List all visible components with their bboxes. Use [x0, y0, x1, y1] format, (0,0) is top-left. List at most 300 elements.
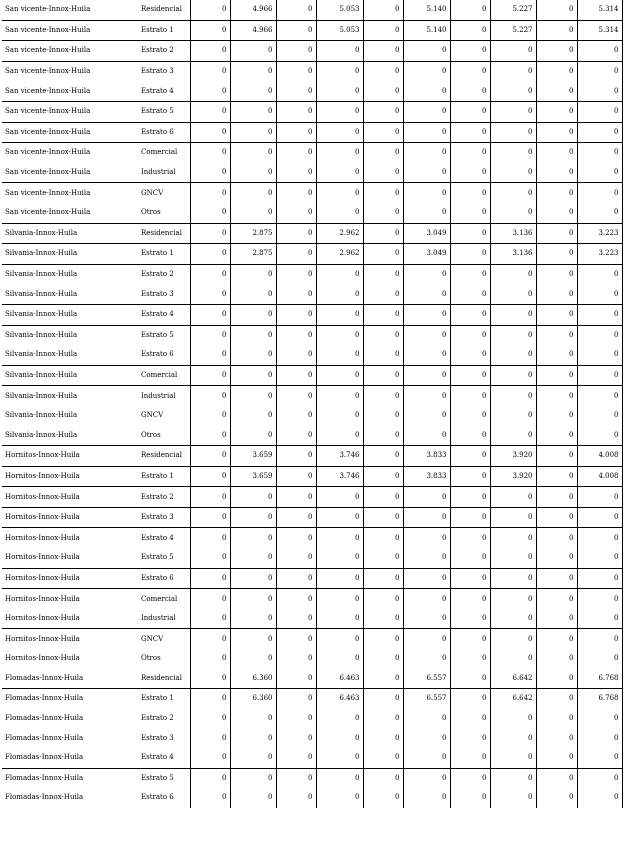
cell-value: 0: [230, 61, 276, 81]
cell-value: 0: [316, 709, 363, 729]
cell-value: 0: [190, 163, 230, 183]
cell-value: 0: [363, 81, 403, 101]
table-row: [2, 446, 622, 467]
cell-value: 0: [536, 304, 577, 325]
table-row: [2, 61, 622, 81]
cell-value: 0: [230, 507, 276, 528]
cell-value: 0: [276, 768, 316, 788]
cell-value: 0: [536, 264, 577, 284]
cell-value: 0: [450, 304, 490, 325]
cell-location: Hornitos-Innox-Huila: [5, 553, 80, 562]
cell-category: Estrato 6: [141, 350, 174, 359]
cell-value: 0: [536, 788, 577, 808]
cell-category: Estrato 5: [138, 325, 190, 345]
table-row: [2, 345, 622, 365]
cell-value: 0: [403, 41, 450, 62]
cell-value: 0: [536, 728, 577, 748]
cell-value: 0: [490, 788, 536, 808]
cell-value: 0: [536, 748, 577, 768]
table-row: [2, 325, 622, 345]
cell-value: 0: [190, 365, 230, 386]
cell-value: 0: [450, 768, 490, 788]
cell-location: Hornitos-Innox-Huila: [5, 614, 80, 623]
cell-value: 0: [190, 0, 230, 20]
cell-category: Residencial: [141, 673, 182, 682]
cell-value: 0: [190, 788, 230, 808]
cell-value: 0: [230, 568, 276, 589]
cell-value: 0: [276, 81, 316, 101]
cell-value: 0: [316, 487, 363, 508]
cell-value: 0: [577, 122, 622, 143]
cell-value: 0: [363, 568, 403, 589]
cell-location: San vicente-Innox-Huila: [2, 20, 138, 41]
cell-category: GNCV: [138, 629, 190, 649]
table-row: [2, 264, 622, 284]
cell-value: 0: [536, 20, 577, 41]
cell-value: 0: [536, 244, 577, 265]
cell-value: 0: [363, 122, 403, 143]
cell-value: 0: [276, 345, 316, 365]
cell-category: Estrato 5: [141, 553, 174, 562]
cell-value: 0: [403, 568, 450, 589]
cell-value: 0: [276, 568, 316, 589]
cell-value: 0: [316, 568, 363, 589]
cell-value: 0: [316, 143, 363, 163]
cell-value: 0: [403, 609, 450, 629]
cell-value: 0: [450, 589, 490, 609]
cell-value: 0: [403, 203, 450, 223]
table-row: [2, 466, 622, 487]
cell-value: 0: [316, 528, 363, 548]
cell-category: Estrato 4: [138, 528, 190, 548]
cell-value: 0: [230, 548, 276, 568]
cell-value: 0: [190, 81, 230, 101]
table-row: [2, 101, 622, 122]
cell-value: 0: [316, 304, 363, 325]
cell-value: 0: [230, 609, 276, 629]
cell-value: 0: [190, 425, 230, 445]
cell-value: 0: [450, 548, 490, 568]
cell-value: 0: [490, 748, 536, 768]
cell-value: 0: [316, 101, 363, 122]
cell-value: 0: [363, 728, 403, 748]
cell-value: 5.053: [316, 20, 363, 41]
cell-category: Residencial: [141, 5, 182, 14]
cell-value: 0: [363, 345, 403, 365]
cell-value: 0: [403, 768, 450, 788]
cell-value: 0: [363, 101, 403, 122]
cell-category: Estrato 6: [141, 793, 174, 802]
cell-value: 0: [450, 649, 490, 669]
cell-value: 0: [230, 589, 276, 609]
cell-category: Estrato 4: [141, 753, 174, 762]
cell-value: 0: [276, 223, 316, 244]
cell-value: 0: [577, 386, 622, 406]
cell-category: Comercial: [138, 589, 190, 609]
cell-location: San vicente-Innox-Huila: [5, 208, 91, 217]
cell-value: 0: [490, 425, 536, 445]
cell-value: 0: [363, 244, 403, 265]
cell-value: 0: [536, 406, 577, 426]
cell-value: 0: [276, 709, 316, 729]
table-row: [2, 425, 622, 445]
cell-location: San vicente-Innox-Huila: [2, 61, 138, 81]
cell-category: Industrial: [141, 168, 176, 177]
cell-category: Estrato 3: [141, 289, 174, 298]
table-row: [2, 589, 622, 609]
cell-value: 0: [536, 163, 577, 183]
cell-value: 5.053: [316, 0, 363, 20]
cell-value: 0: [276, 446, 316, 467]
cell-category: Industrial: [138, 386, 190, 406]
cell-value: 0: [363, 609, 403, 629]
cell-value: 0: [316, 649, 363, 669]
cell-category: Residencial: [138, 223, 190, 244]
cell-value: 0: [363, 41, 403, 62]
cell-value: 0: [230, 41, 276, 62]
table-row: [2, 183, 622, 203]
cell-value: 0: [230, 203, 276, 223]
cell-value: 0: [363, 386, 403, 406]
cell-value: 0: [276, 466, 316, 487]
table-row: [2, 548, 622, 568]
cell-value: 0: [316, 264, 363, 284]
cell-value: 0: [490, 365, 536, 386]
cell-value: 0: [577, 748, 622, 768]
cell-value: 6.360: [230, 669, 276, 689]
cell-location: Silvania-Innox-Huila: [2, 304, 138, 325]
cell-value: 0: [450, 223, 490, 244]
cell-value: 2.962: [316, 223, 363, 244]
table-row: [2, 386, 622, 406]
cell-value: 3.746: [316, 446, 363, 467]
cell-value: 0: [577, 768, 622, 788]
cell-location: Hornitos-Innox-Huila: [2, 589, 138, 609]
cell-value: 0: [536, 203, 577, 223]
cell-value: 0: [490, 163, 536, 183]
cell-value: 0: [536, 709, 577, 729]
cell-location: Hornitos-Innox-Huila: [2, 487, 138, 508]
cell-value: 0: [490, 649, 536, 669]
cell-value: 3.746: [316, 466, 363, 487]
cell-value: 0: [536, 669, 577, 689]
table-row: [2, 487, 622, 508]
cell-value: 0: [490, 386, 536, 406]
cell-value: 3.136: [490, 244, 536, 265]
cell-value: 4.008: [577, 466, 622, 487]
cell-value: 0: [577, 41, 622, 62]
cell-value: 0: [316, 122, 363, 143]
cell-value: 0: [363, 284, 403, 304]
table-row: [2, 629, 622, 649]
cell-value: 0: [536, 223, 577, 244]
cell-value: 0: [276, 365, 316, 386]
cell-value: 0: [316, 629, 363, 649]
cell-value: 0: [450, 568, 490, 589]
cell-value: 0: [230, 728, 276, 748]
cell-value: 0: [450, 466, 490, 487]
cell-value: 0: [450, 406, 490, 426]
cell-category: Industrial: [141, 614, 176, 623]
cell-value: 0: [490, 709, 536, 729]
cell-value: 0: [403, 788, 450, 808]
cell-value: 6.768: [577, 689, 622, 709]
cell-value: 0: [230, 386, 276, 406]
cell-value: 0: [490, 203, 536, 223]
cell-category: Estrato 5: [138, 101, 190, 122]
cell-value: 0: [363, 788, 403, 808]
cell-value: 0: [276, 425, 316, 445]
cell-value: 0: [450, 284, 490, 304]
table-row: [2, 223, 622, 244]
cell-value: 0: [450, 20, 490, 41]
cell-value: 0: [276, 629, 316, 649]
cell-value: 0: [316, 41, 363, 62]
cell-value: 0: [363, 649, 403, 669]
cell-value: 0: [316, 507, 363, 528]
cell-value: 0: [536, 507, 577, 528]
cell-value: 0: [490, 528, 536, 548]
cell-value: 0: [536, 589, 577, 609]
cell-value: 0: [577, 406, 622, 426]
cell-value: 0: [577, 487, 622, 508]
cell-value: 0: [190, 223, 230, 244]
cell-value: 0: [490, 284, 536, 304]
cell-value: 3.136: [490, 223, 536, 244]
table-row: [2, 649, 622, 669]
cell-value: 0: [316, 81, 363, 101]
cell-location: San vicente-Innox-Huila: [2, 143, 138, 163]
cell-value: 0: [190, 203, 230, 223]
cell-value: 0: [190, 568, 230, 589]
cell-value: 0: [190, 143, 230, 163]
cell-category: Estrato 1: [138, 20, 190, 41]
cell-value: 0: [536, 365, 577, 386]
cell-category: Estrato 3: [138, 507, 190, 528]
cell-value: 0: [577, 507, 622, 528]
table-row: [2, 41, 622, 62]
cell-category: Estrato 4: [138, 304, 190, 325]
table-row: [2, 203, 622, 223]
cell-value: 0: [450, 507, 490, 528]
cell-value: 0: [276, 748, 316, 768]
cell-value: 0: [230, 101, 276, 122]
cell-value: 0: [316, 406, 363, 426]
cell-category: Estrato 1: [138, 689, 190, 709]
cell-value: 0: [230, 183, 276, 203]
cell-value: 0: [490, 548, 536, 568]
cell-location: Hornitos-Innox-Huila: [2, 629, 138, 649]
cell-value: 0: [230, 264, 276, 284]
cell-value: 0: [276, 669, 316, 689]
cell-value: 2.875: [230, 223, 276, 244]
cell-value: 0: [450, 487, 490, 508]
cell-category: Otros: [141, 654, 161, 663]
cell-value: 0: [190, 101, 230, 122]
cell-value: 0: [276, 264, 316, 284]
cell-value: 0: [577, 649, 622, 669]
cell-value: 0: [363, 689, 403, 709]
cell-value: 0: [190, 20, 230, 41]
cell-value: 0: [316, 748, 363, 768]
cell-value: 0: [490, 81, 536, 101]
cell-value: 0: [403, 649, 450, 669]
cell-value: 6.642: [490, 689, 536, 709]
cell-value: 0: [536, 609, 577, 629]
cell-value: 0: [403, 183, 450, 203]
cell-value: 0: [190, 507, 230, 528]
table-row: [2, 284, 622, 304]
cell-location: San vicente-Innox-Huila: [5, 86, 91, 95]
cell-value: 0: [190, 41, 230, 62]
cell-category: Estrato 3: [138, 61, 190, 81]
cell-value: 0: [363, 406, 403, 426]
cell-location: Silvania-Innox-Huila: [2, 223, 138, 244]
cell-value: 0: [536, 528, 577, 548]
cell-value: 0: [577, 143, 622, 163]
cell-value: 0: [490, 143, 536, 163]
cell-value: 0: [363, 709, 403, 729]
cell-location: San vicente-Innox-Huila: [5, 5, 91, 14]
cell-value: 0: [450, 386, 490, 406]
cell-value: 6.463: [316, 689, 363, 709]
cell-value: 0: [577, 629, 622, 649]
cell-value: 0: [450, 41, 490, 62]
cell-value: 0: [577, 81, 622, 101]
cell-value: 6.557: [403, 689, 450, 709]
cell-location: Flomadas-Innox-Huila: [5, 714, 84, 723]
cell-value: 0: [363, 548, 403, 568]
cell-value: 0: [276, 406, 316, 426]
cell-value: 0: [363, 748, 403, 768]
cell-value: 0: [230, 345, 276, 365]
cell-value: 0: [363, 589, 403, 609]
cell-value: 0: [403, 589, 450, 609]
cell-value: 0: [363, 304, 403, 325]
cell-category: Estrato 1: [138, 244, 190, 265]
cell-value: 3.920: [490, 446, 536, 467]
cell-value: 0: [450, 669, 490, 689]
cell-location: San vicente-Innox-Huila: [2, 183, 138, 203]
cell-value: 0: [450, 264, 490, 284]
cell-value: 0: [577, 589, 622, 609]
cell-value: 0: [450, 528, 490, 548]
cell-value: 0: [403, 487, 450, 508]
cell-value: 0: [490, 101, 536, 122]
cell-value: 0: [577, 61, 622, 81]
cell-value: 0: [363, 629, 403, 649]
cell-value: 0: [190, 386, 230, 406]
cell-value: 0: [190, 728, 230, 748]
cell-value: 0: [490, 568, 536, 589]
cell-value: 0: [536, 466, 577, 487]
cell-value: 0: [577, 568, 622, 589]
cell-location: Silvania-Innox-Huila: [2, 386, 138, 406]
cell-value: 0: [536, 0, 577, 20]
cell-location: Flomadas-Innox-Huila: [5, 673, 84, 682]
cell-value: 0: [536, 568, 577, 589]
cell-value: 0: [276, 325, 316, 345]
cell-value: 3.659: [230, 466, 276, 487]
cell-location: Hornitos-Innox-Huila: [2, 507, 138, 528]
table-row: [2, 163, 622, 183]
cell-category: Estrato 6: [138, 122, 190, 143]
cell-value: 0: [450, 446, 490, 467]
cell-value: 0: [230, 304, 276, 325]
cell-value: 0: [577, 425, 622, 445]
cell-value: 0: [450, 689, 490, 709]
cell-value: 3.659: [230, 446, 276, 467]
table-row: [2, 81, 622, 101]
cell-category: Estrato 1: [138, 466, 190, 487]
cell-location: Silvania-Innox-Huila: [5, 430, 78, 439]
cell-value: 0: [190, 528, 230, 548]
cell-value: 0: [490, 728, 536, 748]
cell-value: 0: [490, 264, 536, 284]
table-row: [2, 568, 622, 589]
cell-value: 0: [316, 609, 363, 629]
cell-value: 0: [316, 728, 363, 748]
cell-location: Silvania-Innox-Huila: [5, 289, 78, 298]
cell-value: 0: [276, 528, 316, 548]
cell-value: 0: [363, 163, 403, 183]
cell-value: 0: [490, 406, 536, 426]
cell-value: 0: [276, 122, 316, 143]
cell-value: 0: [403, 365, 450, 386]
cell-value: 0: [190, 304, 230, 325]
cell-category: Estrato 2: [138, 487, 190, 508]
cell-category: Estrato 4: [141, 86, 174, 95]
cell-value: 5.140: [403, 0, 450, 20]
cell-value: 0: [536, 425, 577, 445]
cell-value: 0: [363, 507, 403, 528]
cell-value: 0: [450, 325, 490, 345]
cell-value: 0: [316, 548, 363, 568]
cell-value: 0: [276, 649, 316, 669]
cell-value: 0: [450, 143, 490, 163]
cell-value: 0: [363, 264, 403, 284]
cell-value: 0: [363, 325, 403, 345]
cell-value: 0: [276, 386, 316, 406]
cell-value: 3.049: [403, 244, 450, 265]
cell-category: Estrato 2: [138, 41, 190, 62]
cell-value: 0: [230, 748, 276, 768]
cell-category: Estrato 2: [138, 264, 190, 284]
cell-value: 0: [536, 768, 577, 788]
cell-value: 0: [577, 203, 622, 223]
cell-category: GNCV: [141, 411, 164, 420]
cell-value: 0: [450, 748, 490, 768]
cell-value: 0: [316, 788, 363, 808]
cell-value: 0: [450, 81, 490, 101]
cell-value: 0: [577, 365, 622, 386]
cell-value: 0: [403, 386, 450, 406]
cell-value: 0: [450, 788, 490, 808]
cell-value: 0: [190, 689, 230, 709]
cell-location: Hornitos-Innox-Huila: [5, 654, 80, 663]
cell-value: 0: [490, 487, 536, 508]
cell-value: 5.227: [490, 0, 536, 20]
cell-value: 0: [536, 183, 577, 203]
cell-value: 0: [450, 203, 490, 223]
table-row: [2, 748, 622, 768]
cell-value: 0: [536, 122, 577, 143]
cell-value: 0: [276, 788, 316, 808]
cell-location: Flomadas-Innox-Huila: [5, 793, 84, 802]
cell-value: 0: [316, 61, 363, 81]
cell-value: 0: [577, 345, 622, 365]
table-row: [2, 406, 622, 426]
